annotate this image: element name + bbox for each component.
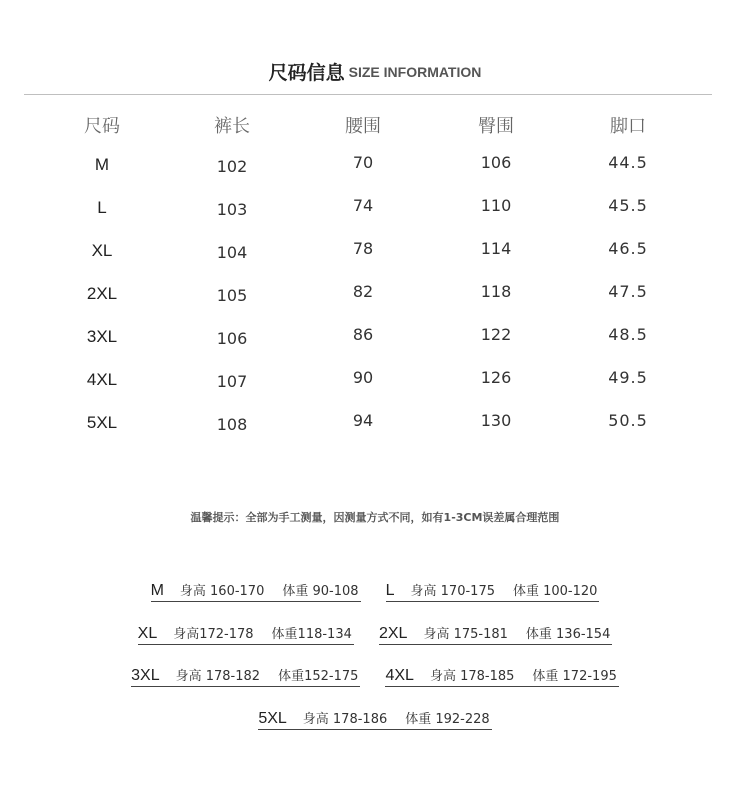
rec-weight: 体重 90-108 [282, 584, 359, 599]
hem-cell: 45.5 [608, 196, 648, 215]
title-english: SIZE INFORMATION [348, 63, 482, 80]
measurement-tip: 温馨提示：全部为手工测量，因测量方式不同，如有1-3CM误差属合理范围 [190, 511, 560, 524]
recommendation-group [379, 623, 612, 645]
rec-height: 身高 170-175 [410, 584, 495, 599]
waist-cell: 86 [352, 325, 374, 344]
hem-cell: 47.5 [608, 282, 648, 301]
hip-cell: 130 [480, 411, 512, 430]
column-header-hem: 脚口 [610, 116, 646, 137]
rec-weight: 体重 172-195 [532, 669, 617, 684]
hip-cell: 106 [480, 153, 512, 172]
recommendation-group [131, 665, 360, 687]
table-row [0, 284, 750, 327]
recommendation-group [386, 580, 600, 602]
size-table [0, 112, 750, 456]
rec-weight: 体重 192-228 [405, 712, 490, 727]
table-row [0, 241, 750, 284]
hem-cell: 50.5 [608, 411, 648, 430]
length-cell: 108 [216, 415, 248, 434]
hip-cell: 122 [480, 325, 512, 344]
length-cell: 105 [216, 286, 248, 305]
size-cell: M [94, 155, 110, 174]
hem-cell: 48.5 [608, 325, 648, 344]
recommendation-row [0, 665, 750, 687]
rec-height: 身高 178-186 [302, 712, 388, 727]
recommendation-row [0, 623, 750, 645]
hem-cell: 49.5 [608, 368, 648, 387]
table-header-row [0, 112, 750, 155]
table-row [0, 370, 750, 413]
rec-height: 身高 160-170 [179, 584, 265, 599]
title-chinese: 尺码信息 [268, 62, 345, 84]
rec-weight: 体重 136-154 [525, 627, 611, 642]
size-cell: 2XL [86, 284, 118, 303]
column-header-hip: 臀围 [478, 116, 514, 137]
column-header-length: 裤长 [214, 116, 250, 137]
rec-size: 5XL [258, 710, 287, 727]
hip-cell: 118 [480, 282, 512, 301]
hem-cell: 44.5 [608, 153, 648, 172]
size-cell: XL [91, 241, 113, 260]
waist-cell: 94 [352, 411, 374, 430]
rec-size: L [385, 582, 395, 599]
length-cell: 102 [216, 157, 248, 176]
recommendation-group [138, 623, 354, 645]
column-header-size: 尺码 [84, 116, 120, 137]
column-header-waist: 腰围 [345, 116, 381, 137]
length-cell: 107 [216, 372, 248, 391]
recommendation-group [258, 708, 491, 730]
rec-height: 身高 178-182 [175, 669, 261, 684]
rec-height: 身高 175-181 [423, 627, 508, 642]
waist-cell: 82 [352, 282, 374, 301]
rec-size: 4XL [385, 667, 414, 684]
waist-cell: 70 [352, 153, 374, 172]
length-cell: 104 [216, 243, 248, 262]
rec-size: M [150, 582, 164, 599]
waist-cell: 74 [352, 196, 374, 215]
size-cell: L [97, 198, 107, 217]
title-divider [24, 94, 712, 95]
recommendation-row [0, 708, 750, 730]
rec-size: 2XL [378, 625, 408, 642]
recommendation-group [385, 665, 618, 687]
waist-cell: 90 [352, 368, 374, 387]
table-row [0, 413, 750, 456]
hem-cell: 46.5 [608, 239, 648, 258]
table-row [0, 155, 750, 198]
rec-weight: 体重 100-120 [512, 584, 598, 599]
length-cell: 103 [216, 200, 248, 219]
size-cell: 3XL [86, 327, 118, 346]
recommendation-group [151, 580, 361, 602]
rec-height: 身高 178-185 [429, 669, 515, 684]
length-cell: 106 [216, 329, 248, 348]
recommendation-row [0, 580, 750, 602]
hip-cell: 114 [480, 239, 512, 258]
rec-size: XL [137, 625, 158, 642]
rec-height: 身高172-178 [173, 627, 254, 642]
waist-cell: 78 [352, 239, 374, 258]
rec-weight: 体重118-134 [271, 627, 352, 642]
page-title [0, 58, 750, 85]
size-cell: 4XL [86, 370, 118, 389]
table-row [0, 198, 750, 241]
rec-weight: 体重152-175 [278, 669, 359, 684]
hip-cell: 126 [480, 368, 512, 387]
rec-size: 3XL [131, 667, 160, 684]
table-row [0, 327, 750, 370]
hip-cell: 110 [480, 196, 512, 215]
size-cell: 5XL [86, 413, 118, 432]
